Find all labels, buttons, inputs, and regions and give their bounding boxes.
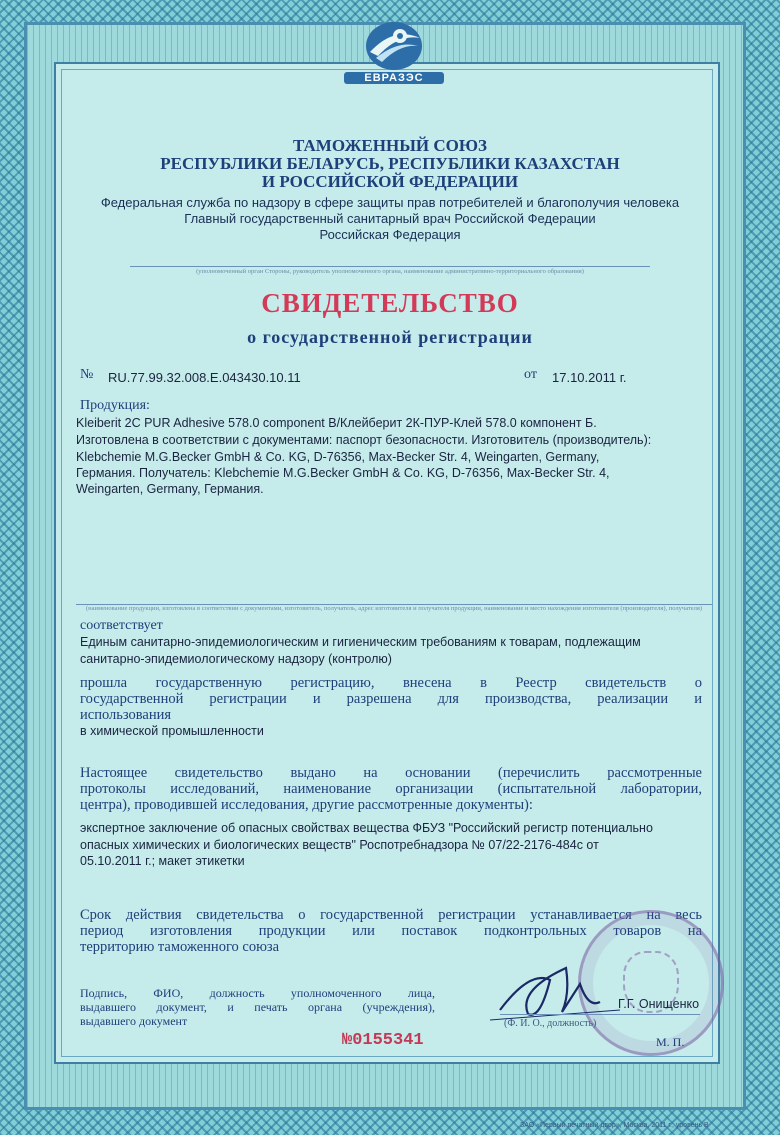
validity-line-1: Срок действия свидетельства о государственной регистрации устанавливается на весь — [80, 907, 702, 923]
conformity-label: соответствует — [80, 618, 163, 633]
eurasec-label: ЕВРАЗЭС — [344, 72, 444, 84]
basis-line-2: протоколы исследований, наименование организации (испытательной лаборатории, — [80, 781, 702, 797]
registration-number: RU.77.99.32.008.E.043430.10.11 — [108, 370, 301, 385]
registry-line-1: прошла государственную регистрацию, внесена в Реестр свидетельств о — [80, 675, 702, 691]
validity-line-3: территорию таможенного союза — [80, 939, 280, 955]
registry-line-3: использования — [80, 707, 172, 723]
conformity-line-1: Единым санитарно-эпидемиологическим и гигиеническим требованиям к товарам, подлежащим — [80, 635, 641, 649]
mp-label: М. П. — [656, 1035, 685, 1049]
header-line-1: ТАМОЖЕННЫЙ СОЮЗ — [293, 136, 487, 155]
authority-line-1: Федеральная служба по надзору в сфере защиты прав потребителей и благополучия человека — [100, 195, 680, 210]
product-line-1: Kleiberit 2C PUR Adhesive 578.0 component B/Клейберит 2К-ПУР-Клей 578.0 компонент Б. — [76, 416, 597, 430]
conformity-line-2: санитарно-эпидемиологическому надзору (контролю) — [80, 652, 392, 666]
registration-date: 17.10.2011 г. — [552, 370, 627, 385]
basis-doc-2: опасных химических и биологических веществ" Роспотребнадзора № 07/22-2176-484с от — [80, 838, 599, 852]
header-line-2: РЕСПУБЛИКИ БЕЛАРУСЬ, РЕСПУБЛИКИ КАЗАХСТАН — [160, 154, 620, 173]
signature-caption-1: Подпись, ФИО, должность уполномоченного лица, — [80, 986, 435, 1000]
certificate-subtitle: о государственной регистрации — [247, 327, 533, 347]
registry-line-2: государственной регистрации и разрешена для производства, реализации и — [80, 691, 702, 707]
fio-caption: (Ф. И. О., должность) — [504, 1018, 597, 1029]
signature-rule — [500, 1014, 700, 1015]
printer-imprint: ЗАО «Первый печатный двор», Москва, 2011 г., уровень В — [520, 1122, 709, 1129]
product-line-5: Weingarten, Germany, Германия. — [76, 482, 264, 496]
authority-caption: (уполномоченный орган Стороны, руководитель уполномоченного органа, наименование административно-территориального образования) — [196, 268, 584, 275]
signature-caption-3: выдавшего документ — [80, 1014, 188, 1028]
product-line-4: Германия. Получатель: Klebchemie M.G.Becker GmbH & Co. KG, D-76356, Max-Becker Str. 4, — [76, 466, 610, 480]
product-line-3: Klebchemie M.G.Becker GmbH & Co. KG, D-76356, Max-Becker Str. 4, Weingarten, Germany, — [76, 450, 600, 464]
header-line-3: И РОССИЙСКОЙ ФЕДЕРАЦИИ — [261, 172, 519, 191]
basis-doc-1: экспертное заключение об опасных свойствах вещества ФБУЗ "Российский регистр потенциально — [80, 821, 653, 835]
validity-line-2: период изготовления продукции или поставок подконтрольных товаров на — [80, 923, 702, 939]
authority-line-2: Главный государственный санитарный врач Российской Федерации — [184, 211, 596, 226]
basis-doc-3: 05.10.2011 г.; макет этикетки — [80, 854, 245, 868]
date-label: от — [524, 367, 537, 382]
signatory-name: Г.Г. Онищенко — [618, 997, 700, 1011]
basis-line-3: центра), проводившей исследования, другие рассмотренные документы): — [80, 797, 533, 813]
product-line-2: Изготовлена в соответствии с документами: паспорт безопасности. Изготовитель (производитель): — [76, 433, 652, 447]
basis-line-1: Настоящее свидетельство выдано на основании (перечислить рассмотренные — [80, 765, 702, 781]
product-caption: (наименование продукции, изготовлена в соответствии с документами, изготовитель, получатель, адрес изготовителя и получателя продукции, наименование и место нахождения изготовителя (производителя), получателя) — [85, 605, 703, 612]
authority-rule — [130, 266, 650, 267]
number-label: № — [80, 367, 94, 382]
registry-usage: в химической промышленности — [80, 724, 264, 738]
authority-line-3: Российская Федерация — [319, 227, 461, 242]
certificate-title: СВИДЕТЕЛЬСТВО — [261, 288, 519, 318]
product-label: Продукция: — [80, 398, 150, 413]
signature-caption-2: выдавшего документ, и печать органа (учреждения), — [80, 1000, 435, 1014]
serial-number: №0155341 — [342, 1031, 424, 1050]
